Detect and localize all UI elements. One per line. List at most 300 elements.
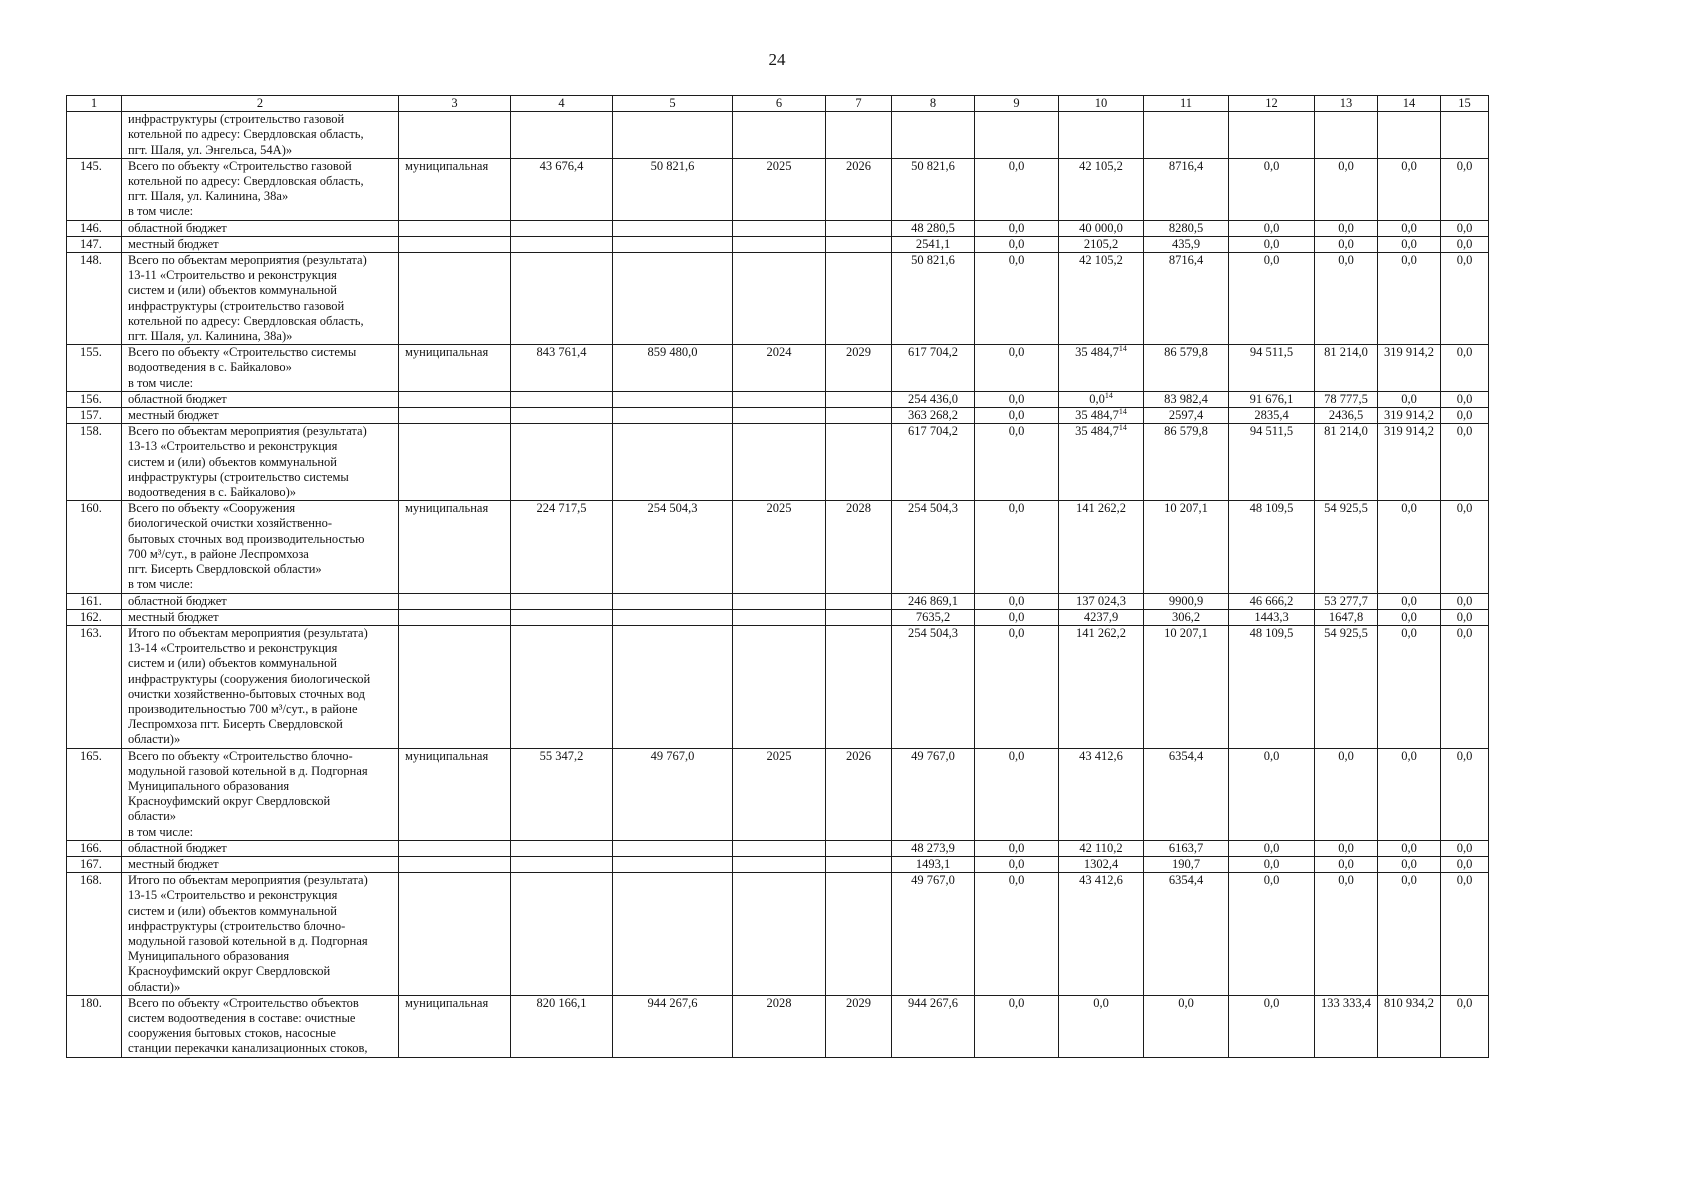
amount-value: 0,0	[1263, 856, 1280, 871]
end-year-cell	[826, 158, 892, 220]
amount-cell-8	[892, 625, 975, 748]
table-row	[67, 593, 1489, 609]
amount-value: 94 511,5	[1249, 345, 1294, 360]
amount-value: 0,0	[1456, 593, 1473, 608]
amount-cell-8	[892, 424, 975, 501]
object-name-line: биологической очистки хозяйственно-	[128, 516, 333, 531]
object-name-line: систем и (или) объектов коммунальной	[128, 656, 337, 671]
end-year: 2028	[846, 501, 871, 516]
estimated-cost-cell	[511, 873, 613, 996]
amount-cell-11	[1144, 112, 1229, 159]
column-number-header: 8	[892, 96, 975, 112]
amount-value: 0,0	[1456, 625, 1473, 640]
estimated-cost: 43 676,4	[539, 158, 584, 173]
amount-value: 319 914,2	[1384, 424, 1434, 439]
amount-cell-14	[1378, 856, 1441, 872]
column-number-header: 9	[975, 96, 1059, 112]
table-row	[67, 424, 1489, 501]
current-cost-cell	[613, 609, 733, 625]
amount-value: 0,0	[1263, 253, 1280, 268]
amount-cell-14	[1378, 408, 1441, 424]
amount-value: 0,0	[1401, 840, 1417, 855]
current-cost-cell	[613, 253, 733, 345]
amount-cell-14	[1378, 625, 1441, 748]
amount-cell-9	[975, 220, 1059, 236]
row-number: 162.	[80, 609, 102, 624]
amount-cell-10	[1059, 873, 1144, 996]
amount-value: 0,0	[1263, 840, 1280, 855]
amount-cell-9	[975, 856, 1059, 872]
table-row	[67, 609, 1489, 625]
ownership-cell	[399, 501, 511, 593]
start-year-cell	[733, 501, 826, 593]
row-number: 145.	[80, 158, 102, 173]
amount-cell-12	[1229, 424, 1315, 501]
object-name-line: областной бюджет	[128, 220, 227, 235]
amount-value: 53 277,7	[1324, 593, 1368, 608]
object-name-line: Всего по объектам мероприятия (результата)	[128, 253, 367, 268]
row-number: 157.	[80, 408, 102, 423]
amount-value: 319 914,2	[1384, 345, 1434, 360]
amount-value: 0,0	[1456, 424, 1473, 439]
amount-value: 617 704,2	[908, 424, 958, 439]
amount-cell-13	[1315, 345, 1378, 392]
object-name-line: систем и (или) объектов коммунальной	[128, 903, 337, 918]
amount-value: 86 579,8	[1164, 424, 1208, 439]
amount-cell-13	[1315, 424, 1378, 501]
estimated-cost-cell	[511, 345, 613, 392]
row-number-cell	[67, 424, 122, 501]
amount-cell-10	[1059, 609, 1144, 625]
column-number-row	[67, 96, 1489, 112]
amount-cell-10	[1059, 593, 1144, 609]
object-name-line: в том числе:	[128, 204, 194, 219]
object-name-cell	[122, 220, 399, 236]
amount-cell-9	[975, 748, 1059, 840]
amount-cell-12	[1229, 995, 1315, 1057]
object-name-line: пгт. Шаля, ул. Калинина, 38а)»	[128, 329, 293, 344]
object-name-cell	[122, 236, 399, 252]
table-row	[67, 873, 1489, 996]
amount-value: 35 484,7	[1075, 408, 1119, 423]
amount-cell-13	[1315, 995, 1378, 1057]
start-year-cell	[733, 253, 826, 345]
amount-cell-14	[1378, 501, 1441, 593]
amount-value: 0,0	[1401, 609, 1417, 624]
amount-value: 0,0	[1338, 236, 1354, 251]
amount-cell-11	[1144, 748, 1229, 840]
current-cost: 859 480,0	[647, 345, 698, 360]
object-name-line: бытовых сточных вод производительностью	[128, 531, 365, 546]
row-number-cell	[67, 253, 122, 345]
ownership-cell	[399, 593, 511, 609]
amount-value: 0,0	[1401, 501, 1417, 516]
amount-value: 810 934,2	[1384, 995, 1434, 1010]
amount-cell-11	[1144, 873, 1229, 996]
amount-cell-11	[1144, 593, 1229, 609]
amount-value: 0,0	[1338, 158, 1354, 173]
object-name-line: в том числе:	[128, 577, 194, 592]
current-cost-cell	[613, 748, 733, 840]
amount-value: 0,0	[1401, 856, 1417, 871]
amount-cell-13	[1315, 112, 1378, 159]
amount-cell-12	[1229, 748, 1315, 840]
amount-cell-15	[1441, 408, 1489, 424]
amount-cell-8	[892, 873, 975, 996]
amount-value: 2105,2	[1083, 236, 1119, 251]
object-name-line: Всего по объекту «Строительство газовой	[128, 158, 352, 173]
object-name-line: водоотведения в с. Байкалово)»	[128, 485, 296, 500]
row-number-cell	[67, 609, 122, 625]
amount-cell-13	[1315, 873, 1378, 996]
object-name-cell	[122, 856, 399, 872]
amount-cell-10	[1059, 220, 1144, 236]
amount-value: 0,0	[1401, 873, 1417, 888]
amount-value: 49 767,0	[911, 748, 955, 763]
current-cost-cell	[613, 112, 733, 159]
estimated-cost: 224 717,5	[536, 501, 587, 516]
row-number: 180.	[80, 995, 102, 1010]
amount-value: 0,0	[1401, 748, 1417, 763]
end-year-cell	[826, 625, 892, 748]
amount-value: 46 666,2	[1249, 593, 1294, 608]
amount-value: 0,0	[1456, 345, 1473, 360]
ownership-cell	[399, 408, 511, 424]
amount-cell-8	[892, 158, 975, 220]
amount-cell-13	[1315, 625, 1378, 748]
amount-value: 0,0	[1456, 158, 1473, 173]
amount-value: 1443,3	[1254, 609, 1289, 624]
amount-value: 94 511,5	[1249, 424, 1294, 439]
amount-cell-14	[1378, 345, 1441, 392]
amount-value: 49 767,0	[911, 873, 955, 888]
amount-value: 1493,1	[915, 856, 951, 871]
amount-value: 0,0	[1008, 220, 1025, 235]
current-cost: 50 821,6	[650, 158, 695, 173]
start-year: 2025	[766, 748, 792, 763]
estimated-cost-cell	[511, 593, 613, 609]
amount-value: 0,0	[1263, 220, 1280, 235]
amount-cell-8	[892, 856, 975, 872]
ownership-type: муниципальная	[405, 748, 489, 763]
ownership-type: муниципальная	[405, 158, 489, 173]
amount-value: 0,0	[1401, 625, 1417, 640]
amount-value: 54 925,5	[1324, 501, 1368, 516]
amount-cell-11	[1144, 391, 1229, 407]
amount-cell-14	[1378, 391, 1441, 407]
object-name-cell	[122, 593, 399, 609]
object-name-line: 13-13 «Строительство и реконструкция	[128, 439, 338, 454]
object-name-line: Итого по объектам мероприятия (результата)	[128, 625, 368, 640]
amount-cell-12	[1229, 345, 1315, 392]
ownership-cell	[399, 220, 511, 236]
amount-cell-12	[1229, 391, 1315, 407]
estimated-cost-cell	[511, 253, 613, 345]
start-year: 2028	[766, 995, 792, 1010]
amount-value: 363 268,2	[908, 408, 958, 423]
amount-cell-8	[892, 345, 975, 392]
object-name-cell	[122, 501, 399, 593]
object-name-line: систем и (или) объектов коммунальной	[128, 283, 337, 298]
object-name-line: областной бюджет	[128, 593, 227, 608]
object-name-line: Леспромхоза пгт. Бисерть Свердловской	[128, 717, 343, 732]
ownership-cell	[399, 236, 511, 252]
amount-value: 0,0	[1456, 609, 1473, 624]
amount-cell-11	[1144, 408, 1229, 424]
amount-cell-9	[975, 408, 1059, 424]
table-row	[67, 748, 1489, 840]
amount-cell-14	[1378, 424, 1441, 501]
estimated-cost-cell	[511, 501, 613, 593]
row-number: 147.	[80, 236, 102, 251]
current-cost-cell	[613, 236, 733, 252]
amount-value: 35 484,7	[1075, 345, 1119, 360]
amount-value: 254 504,3	[908, 501, 958, 516]
object-name-line: Красноуфимский округ Свердловской	[128, 794, 331, 809]
object-name-cell	[122, 625, 399, 748]
amount-value: 42 110,2	[1079, 840, 1123, 855]
amount-cell-9	[975, 158, 1059, 220]
amount-value: 0,0	[1089, 391, 1105, 406]
object-name-line: 13-14 «Строительство и реконструкция	[128, 641, 338, 656]
amount-value: 42 105,2	[1079, 253, 1123, 268]
object-name-line: пгт. Шаля, ул. Энгельса, 54А)»	[128, 142, 293, 157]
row-number-cell	[67, 345, 122, 392]
amount-value: 1302,4	[1083, 856, 1119, 871]
amount-value: 0,0	[1456, 840, 1473, 855]
amount-value: 0,0	[1008, 856, 1025, 871]
estimated-cost-cell	[511, 424, 613, 501]
row-number-cell	[67, 840, 122, 856]
row-number: 148.	[80, 253, 102, 268]
amount-value: 43 412,6	[1079, 748, 1123, 763]
amount-value: 0,0	[1456, 856, 1473, 871]
end-year-cell	[826, 236, 892, 252]
amount-cell-11	[1144, 345, 1229, 392]
table-row	[67, 408, 1489, 424]
amount-cell-9	[975, 236, 1059, 252]
amount-value: 1647,8	[1328, 609, 1364, 624]
row-number-cell	[67, 220, 122, 236]
amount-cell-12	[1229, 236, 1315, 252]
row-number-cell	[67, 625, 122, 748]
amount-cell-8	[892, 840, 975, 856]
ownership-type: муниципальная	[405, 501, 489, 516]
amount-cell-13	[1315, 593, 1378, 609]
end-year-cell	[826, 345, 892, 392]
object-name-line: инфраструктуры (строительство блочно-	[128, 918, 346, 933]
object-name-cell	[122, 609, 399, 625]
amount-value: 8280,5	[1168, 220, 1204, 235]
row-number: 160.	[80, 501, 102, 516]
object-name-line: пгт. Шаля, ул. Калинина, 38а»	[128, 189, 289, 204]
ownership-cell	[399, 995, 511, 1057]
footnote-marker: 14	[1118, 344, 1127, 354]
amount-value: 6354,4	[1168, 873, 1204, 888]
ownership-cell	[399, 873, 511, 996]
amount-value: 0,0	[1008, 995, 1025, 1010]
start-year-cell	[733, 408, 826, 424]
end-year-cell	[826, 593, 892, 609]
amount-cell-9	[975, 625, 1059, 748]
object-name-line: областной бюджет	[128, 840, 227, 855]
amount-cell-13	[1315, 856, 1378, 872]
amount-value: 54 925,5	[1324, 625, 1368, 640]
amount-value: 0,0	[1401, 236, 1417, 251]
object-name-line: котельной по адресу: Свердловская область,	[128, 127, 364, 142]
amount-cell-13	[1315, 501, 1378, 593]
amount-cell-13	[1315, 236, 1378, 252]
estimated-cost-cell	[511, 112, 613, 159]
amount-cell-10	[1059, 501, 1144, 593]
amount-cell-12	[1229, 220, 1315, 236]
end-year: 2026	[846, 748, 871, 763]
end-year-cell	[826, 609, 892, 625]
amount-value: 0,0	[1456, 748, 1473, 763]
amount-value: 0,0	[1456, 220, 1473, 235]
current-cost-cell	[613, 840, 733, 856]
estimated-cost-cell	[511, 748, 613, 840]
amount-value: 81 214,0	[1324, 345, 1368, 360]
amount-value: 435,9	[1171, 236, 1201, 251]
estimated-cost-cell	[511, 391, 613, 407]
row-number-cell	[67, 391, 122, 407]
object-name-line: областной бюджет	[128, 391, 227, 406]
amount-value: 0,0	[1401, 158, 1417, 173]
ownership-cell	[399, 625, 511, 748]
amount-value: 0,0	[1338, 253, 1354, 268]
ownership-cell	[399, 609, 511, 625]
object-name-line: 13-11 «Строительство и реконструкция	[128, 268, 337, 283]
amount-cell-15	[1441, 220, 1489, 236]
start-year-cell	[733, 625, 826, 748]
amount-cell-13	[1315, 391, 1378, 407]
amount-value: 91 676,1	[1249, 391, 1294, 406]
amount-value: 137 024,3	[1076, 593, 1126, 608]
current-cost-cell	[613, 345, 733, 392]
amount-value: 6354,4	[1168, 748, 1204, 763]
amount-cell-8	[892, 112, 975, 159]
amount-cell-12	[1229, 593, 1315, 609]
row-number-cell	[67, 501, 122, 593]
amount-cell-15	[1441, 345, 1489, 392]
amount-value: 86 579,8	[1164, 345, 1208, 360]
ownership-cell	[399, 856, 511, 872]
amount-cell-9	[975, 501, 1059, 593]
current-cost-cell	[613, 995, 733, 1057]
amount-value: 141 262,2	[1076, 501, 1126, 516]
amount-value: 254 504,3	[908, 625, 958, 640]
amount-value: 0,0	[1401, 253, 1417, 268]
amount-cell-10	[1059, 995, 1144, 1057]
row-number: 167.	[80, 856, 102, 871]
object-name-line: систем водоотведения в составе: очистные	[128, 1010, 356, 1025]
amount-cell-10	[1059, 408, 1144, 424]
amount-cell-15	[1441, 840, 1489, 856]
amount-cell-8	[892, 995, 975, 1057]
amount-cell-14	[1378, 112, 1441, 159]
end-year-cell	[826, 408, 892, 424]
start-year-cell	[733, 748, 826, 840]
amount-value: 8716,4	[1168, 253, 1204, 268]
object-name-line: 13-15 «Строительство и реконструкция	[128, 888, 338, 903]
amount-cell-8	[892, 501, 975, 593]
end-year-cell	[826, 840, 892, 856]
object-name-cell	[122, 112, 399, 159]
current-cost: 944 267,6	[647, 995, 698, 1010]
column-number-header: 11	[1144, 96, 1229, 112]
amount-cell-12	[1229, 501, 1315, 593]
amount-value: 0,0	[1008, 501, 1025, 516]
amount-value: 10 207,1	[1164, 501, 1208, 516]
ownership-cell	[399, 158, 511, 220]
table-row	[67, 158, 1489, 220]
column-number-header: 1	[67, 96, 122, 112]
end-year: 2026	[846, 158, 871, 173]
object-name-line: области)»	[128, 979, 181, 994]
amount-cell-8	[892, 220, 975, 236]
amount-cell-8	[892, 253, 975, 345]
end-year-cell	[826, 856, 892, 872]
amount-value: 0,0	[1456, 501, 1473, 516]
object-name-line: Всего по объекту «Строительство системы	[128, 345, 357, 360]
amount-cell-9	[975, 253, 1059, 345]
amount-cell-14	[1378, 748, 1441, 840]
amount-value: 0,0	[1456, 236, 1473, 251]
current-cost-cell	[613, 220, 733, 236]
object-name-line: Всего по объекту «Строительство объектов	[128, 995, 359, 1010]
current-cost-cell	[613, 391, 733, 407]
amount-value: 0,0	[1401, 220, 1417, 235]
object-name-line: станции перекачки канализационных стоков,	[128, 1041, 368, 1056]
amount-cell-13	[1315, 748, 1378, 840]
amount-value: 83 982,4	[1164, 391, 1208, 406]
amount-cell-14	[1378, 253, 1441, 345]
amount-value: 0,0	[1008, 748, 1025, 763]
table-row	[67, 625, 1489, 748]
amount-cell-8	[892, 609, 975, 625]
amount-cell-14	[1378, 840, 1441, 856]
end-year-cell	[826, 391, 892, 407]
amount-cell-15	[1441, 609, 1489, 625]
object-name-line: систем и (или) объектов коммунальной	[128, 454, 337, 469]
ownership-cell	[399, 345, 511, 392]
object-name-line: модульной газовой котельной в д. Подгорная	[128, 933, 368, 948]
start-year-cell	[733, 158, 826, 220]
amount-value: 0,0	[1008, 253, 1025, 268]
amount-cell-9	[975, 873, 1059, 996]
amount-value: 78 777,5	[1324, 391, 1368, 406]
ownership-cell	[399, 840, 511, 856]
amount-value: 35 484,7	[1075, 424, 1119, 439]
amount-value: 944 267,6	[908, 995, 958, 1010]
amount-cell-8	[892, 408, 975, 424]
amount-cell-15	[1441, 856, 1489, 872]
row-number-cell	[67, 873, 122, 996]
estimated-cost-cell	[511, 158, 613, 220]
amount-value: 48 273,9	[911, 840, 955, 855]
amount-value: 10 207,1	[1164, 625, 1208, 640]
amount-cell-11	[1144, 995, 1229, 1057]
amount-cell-14	[1378, 609, 1441, 625]
amount-cell-9	[975, 609, 1059, 625]
amount-value: 0,0	[1338, 748, 1354, 763]
amount-value: 0,0	[1456, 408, 1473, 423]
ownership-type: муниципальная	[405, 995, 489, 1010]
amount-cell-11	[1144, 158, 1229, 220]
row-number: 163.	[80, 625, 102, 640]
object-name-line: области)»	[128, 732, 181, 747]
